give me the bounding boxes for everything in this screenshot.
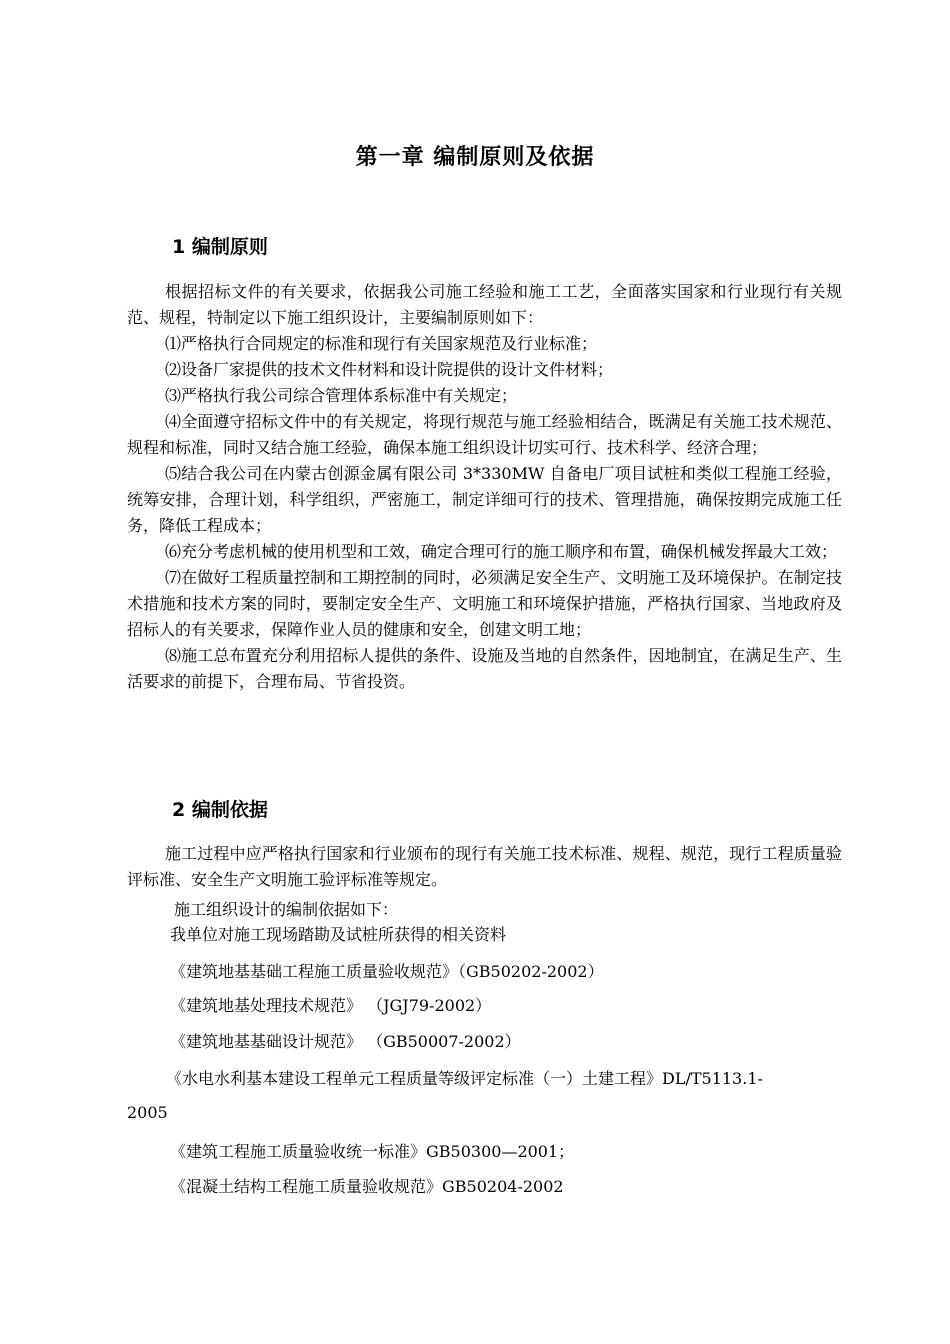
principle-item-6: ⑹充分考虑机械的使用机型和工效，确定合理可行的施工顺序和布置，确保机械发挥最大工效； xyxy=(165,542,838,561)
basis-label: 施工组织设计的编制依据如下： xyxy=(174,900,399,919)
reference-item: 我单位对施工现场踏勘及试桩所获得的相关资料 xyxy=(170,925,507,944)
principle-item-3: ⑶严格执行我公司综合管理体系标准中有关规定； xyxy=(165,386,518,405)
reference-item: 《建筑地基基础设计规范》 （GB50007-2002） xyxy=(170,1032,521,1051)
principle-item-8: ⑻施工总布置充分利用招标人提供的条件、设施及当地的自然条件，因地制宜，在满足生产、生活要求的前提下，合理布局、节省投资。 xyxy=(127,646,842,691)
reference-item: 《建筑地基处理技术规范》 （JGJ79-2002） xyxy=(170,996,492,1015)
chapter-title: 第一章 编制原则及依据 xyxy=(355,145,595,170)
section-heading-principles: 1 编制原则 xyxy=(172,236,268,258)
reference-item: 《建筑工程施工质量验收统一标准》GB50300—2001； xyxy=(170,1142,575,1161)
section-heading-basis: 2 编制依据 xyxy=(172,799,268,821)
principle-item-2: ⑵设备厂家提供的技术文件材料和设计院提供的设计文件材料； xyxy=(165,360,614,379)
principle-item-5: ⑸结合我公司在内蒙古创源金属有限公司 3*330MW 自备电厂项目试桩和类似工程施工经验，统筹安排，合理计划，科学组织，严密施工，制定详细可行的技术、管理措施，确保按期完成施工任务，降低工程成本； xyxy=(127,464,842,535)
basis-intro: 施工过程中应严格执行国家和行业颁布的现行有关施工技术标准、规程、规范，现行工程质量验评标准、安全生产文明施工验评标准等规定。 xyxy=(127,844,842,889)
reference-item-continuation: 2005 xyxy=(127,1103,168,1122)
principles-body xyxy=(127,279,842,695)
principles-intro: 根据招标文件的有关要求，依据我公司施工经验和施工工艺，全面落实国家和行业现行有关规范、规程，特制定以下施工组织设计，主要编制原则如下： xyxy=(127,282,842,327)
reference-item: 《混凝土结构工程施工质量验收规范》GB50204-2002 xyxy=(170,1177,564,1196)
reference-item: 《建筑地基基础工程施工质量验收规范》（GB50202-2002） xyxy=(170,962,604,981)
principle-item-7: ⑺在做好工程质量控制和工期控制的同时，必须满足安全生产、文明施工及环境保护。在制定技术措施和技术方案的同时，要制定安全生产、文明施工和环境保护措施，严格执行国家、当地政府及招标人的有关要求，保障作业人员的健康和安全，创建文明工地； xyxy=(127,568,842,639)
basis-body xyxy=(127,841,842,893)
reference-item: 《水电水利基本建设工程单元工程质量等级评定标准（一）土建工程》DL/T5113.1- xyxy=(166,1069,763,1088)
principle-item-4: ⑷全面遵守招标文件中的有关规定，将现行规范与施工经验相结合，既满足有关施工技术规范、规程和标准，同时又结合施工经验，确保本施工组织设计切实可行、技术科学、经济合理； xyxy=(127,412,842,457)
principle-item-1: ⑴严格执行合同规定的标准和现行有关国家规范及行业标准； xyxy=(165,334,598,353)
